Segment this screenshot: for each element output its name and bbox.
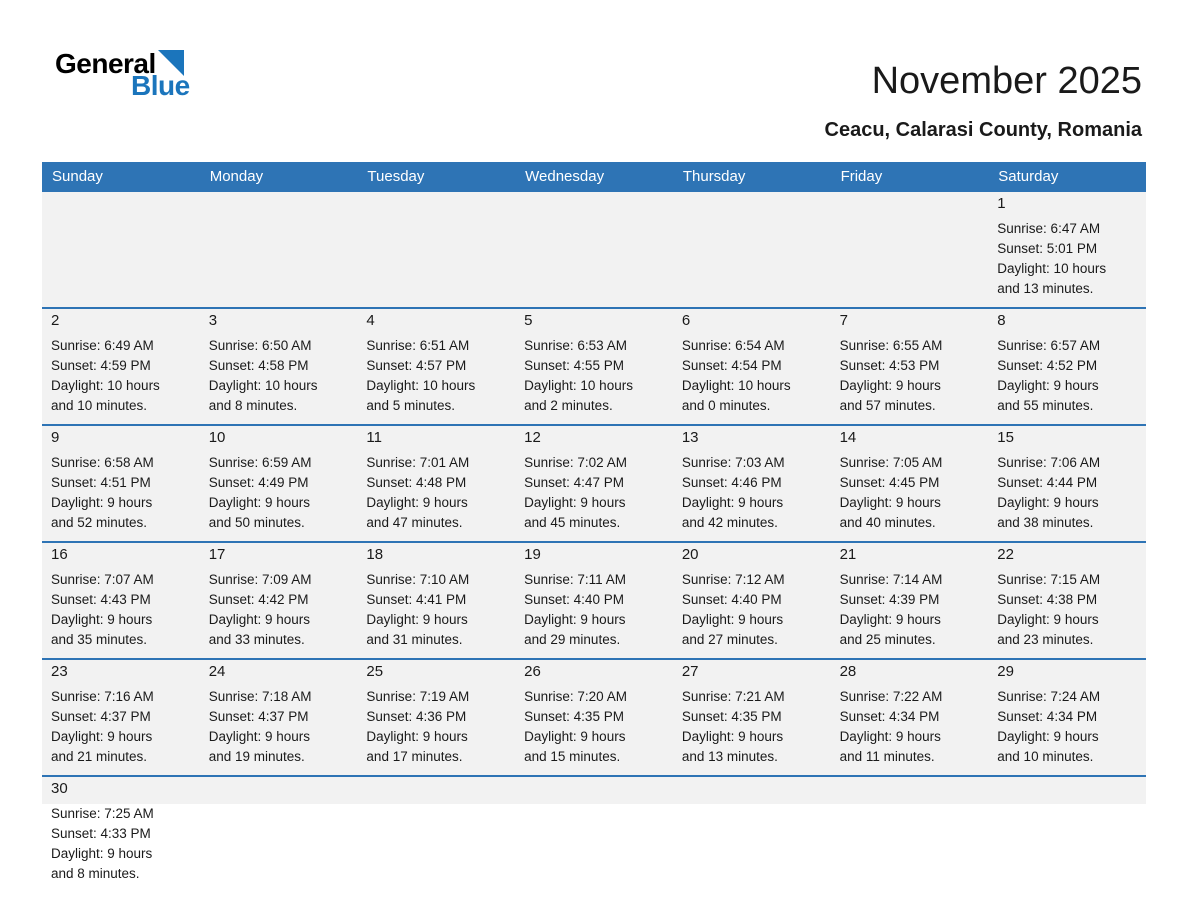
cell-text: and 2 minutes. bbox=[524, 398, 613, 413]
cell-text: Sunset: 4:49 PM bbox=[208, 475, 309, 490]
cell-text: Sunset: 4:34 PM bbox=[839, 709, 940, 724]
empty-cell bbox=[988, 777, 1146, 892]
cell-text: Daylight: 9 hours bbox=[997, 729, 1099, 744]
empty-cell bbox=[831, 777, 989, 892]
day-number: 10 bbox=[208, 429, 226, 446]
cell-text: Sunset: 4:40 PM bbox=[681, 592, 782, 607]
cell-text: and 35 minutes. bbox=[51, 632, 148, 647]
day-cell-5 bbox=[515, 309, 673, 424]
cell-text: Sunrise: 6:57 AM bbox=[997, 338, 1101, 353]
cell-text: and 38 minutes. bbox=[997, 515, 1094, 530]
cell-text: Sunset: 4:43 PM bbox=[51, 592, 151, 607]
cell-text: Sunset: 4:45 PM bbox=[839, 475, 940, 490]
cell-text: and 23 minutes. bbox=[997, 632, 1094, 647]
day-number: 2 bbox=[51, 312, 60, 329]
cell-text: and 8 minutes. bbox=[51, 866, 140, 881]
cell-text: Sunset: 4:36 PM bbox=[366, 709, 467, 724]
cell-text: Sunset: 4:46 PM bbox=[681, 475, 782, 490]
empty-cell bbox=[515, 192, 673, 307]
day-cell-6 bbox=[673, 309, 831, 424]
cell-text: Sunset: 4:42 PM bbox=[208, 592, 309, 607]
day-number: 22 bbox=[997, 546, 1014, 563]
cell-text: Sunrise: 7:16 AM bbox=[51, 689, 154, 704]
day-number: 28 bbox=[839, 663, 857, 680]
cell-text: Sunrise: 7:15 AM bbox=[997, 572, 1101, 587]
empty-cell bbox=[831, 192, 989, 307]
day-cell-3 bbox=[200, 309, 358, 424]
day-number: 23 bbox=[51, 663, 68, 680]
cell-text: Sunset: 4:39 PM bbox=[839, 592, 940, 607]
weekday-header-saturday: Saturday bbox=[998, 168, 1059, 185]
cell-text: and 19 minutes. bbox=[208, 749, 305, 764]
day-number: 30 bbox=[51, 780, 68, 797]
day-cell-7 bbox=[831, 309, 989, 424]
cell-text: Sunset: 4:44 PM bbox=[997, 475, 1098, 490]
cell-text: Sunset: 4:41 PM bbox=[366, 592, 467, 607]
logo-text-blue: Blue bbox=[131, 70, 190, 101]
empty-cell bbox=[357, 777, 515, 892]
cell-text: Sunrise: 6:54 AM bbox=[681, 338, 785, 353]
cell-text: Sunrise: 7:22 AM bbox=[839, 689, 943, 704]
day-number: 24 bbox=[208, 663, 226, 680]
day-number: 19 bbox=[524, 546, 541, 563]
cell-text: Sunset: 4:55 PM bbox=[524, 358, 624, 373]
cell-text: Daylight: 9 hours bbox=[366, 729, 468, 744]
cell-text: and 45 minutes. bbox=[524, 515, 621, 530]
cell-text: Sunrise: 7:07 AM bbox=[51, 572, 154, 587]
cell-text: and 40 minutes. bbox=[839, 515, 936, 530]
day-number: 3 bbox=[208, 312, 218, 329]
cell-text: and 57 minutes. bbox=[839, 398, 936, 413]
day-cell-27 bbox=[673, 660, 831, 775]
cell-text: Sunrise: 6:47 AM bbox=[997, 221, 1101, 236]
day-number: 16 bbox=[51, 546, 68, 563]
page-subtitle: Ceacu, Calarasi County, Romania bbox=[824, 119, 1142, 141]
cell-text: Sunrise: 6:55 AM bbox=[839, 338, 943, 353]
cell-text: and 15 minutes. bbox=[524, 749, 621, 764]
day-cell-17 bbox=[200, 543, 358, 658]
empty-cell bbox=[515, 777, 673, 892]
day-cell-9 bbox=[42, 426, 200, 541]
day-cell-28 bbox=[831, 660, 989, 775]
cell-text: Daylight: 9 hours bbox=[524, 612, 626, 627]
day-number: 1 bbox=[997, 195, 1006, 212]
cell-text: Daylight: 9 hours bbox=[208, 612, 311, 627]
cell-text: Sunrise: 7:25 AM bbox=[51, 806, 154, 821]
cell-text: Daylight: 9 hours bbox=[524, 495, 626, 510]
cell-text: Sunset: 4:37 PM bbox=[208, 709, 309, 724]
cell-text: Daylight: 9 hours bbox=[839, 495, 941, 510]
day-cell-13 bbox=[673, 426, 831, 541]
cell-text: Sunset: 4:35 PM bbox=[524, 709, 624, 724]
cell-text: Sunset: 4:48 PM bbox=[366, 475, 467, 490]
day-number: 21 bbox=[839, 546, 857, 563]
day-cell-16 bbox=[42, 543, 200, 658]
cell-text: and 13 minutes. bbox=[997, 281, 1094, 296]
cell-text: Sunset: 4:58 PM bbox=[208, 358, 309, 373]
cell-text: Daylight: 10 hours bbox=[208, 378, 318, 393]
cell-text: Sunset: 4:38 PM bbox=[997, 592, 1098, 607]
cell-text: and 33 minutes. bbox=[208, 632, 305, 647]
cell-text: Daylight: 10 hours bbox=[524, 378, 633, 393]
cell-text: Daylight: 9 hours bbox=[51, 729, 153, 744]
weekday-header-monday: Monday bbox=[209, 168, 264, 185]
cell-text: Sunrise: 7:18 AM bbox=[208, 689, 312, 704]
day-number: 12 bbox=[524, 429, 541, 446]
week-row-5 bbox=[42, 658, 1146, 775]
cell-text: Sunrise: 6:50 AM bbox=[208, 338, 312, 353]
cell-text: Sunset: 4:35 PM bbox=[681, 709, 782, 724]
cell-text: Sunrise: 6:53 AM bbox=[524, 338, 627, 353]
week-row-1 bbox=[42, 192, 1146, 307]
weekday-header-sunday: Sunday bbox=[52, 168, 103, 185]
weekday-header-thursday: Thursday bbox=[682, 168, 746, 185]
day-cell-8 bbox=[988, 309, 1146, 424]
calendar bbox=[42, 162, 1146, 892]
cell-text: Daylight: 9 hours bbox=[208, 495, 311, 510]
cell-text: and 47 minutes. bbox=[366, 515, 463, 530]
cell-text: Sunset: 4:34 PM bbox=[997, 709, 1098, 724]
cell-text: Sunrise: 6:58 AM bbox=[51, 455, 154, 470]
day-number: 18 bbox=[366, 546, 384, 563]
day-number: 6 bbox=[681, 312, 691, 329]
cell-text: Daylight: 10 hours bbox=[366, 378, 476, 393]
cell-text: Sunrise: 7:02 AM bbox=[524, 455, 627, 470]
cell-text: and 11 minutes. bbox=[839, 749, 935, 764]
cell-text: Daylight: 10 hours bbox=[997, 261, 1107, 276]
cell-text: Sunrise: 7:20 AM bbox=[524, 689, 627, 704]
cell-text: Sunset: 5:01 PM bbox=[997, 241, 1098, 256]
cell-text: Daylight: 9 hours bbox=[681, 612, 784, 627]
cell-text: Daylight: 10 hours bbox=[681, 378, 791, 393]
cell-text: Sunrise: 7:11 AM bbox=[524, 572, 626, 587]
cell-text: Daylight: 9 hours bbox=[51, 846, 153, 861]
cell-text: Sunrise: 6:59 AM bbox=[208, 455, 312, 470]
day-cell-24 bbox=[200, 660, 358, 775]
weekday-header-row bbox=[42, 162, 1146, 192]
cell-text: Daylight: 9 hours bbox=[839, 612, 941, 627]
day-cell-26 bbox=[515, 660, 673, 775]
day-cell-25 bbox=[357, 660, 515, 775]
logo-text-general: General bbox=[55, 48, 156, 79]
cell-text: Sunset: 4:47 PM bbox=[524, 475, 624, 490]
cell-text: and 17 minutes. bbox=[366, 749, 463, 764]
cell-text: and 0 minutes. bbox=[681, 398, 771, 413]
day-number: 14 bbox=[839, 429, 857, 446]
page-header bbox=[0, 0, 1188, 142]
cell-text: and 5 minutes. bbox=[366, 398, 455, 413]
week-row-3 bbox=[42, 424, 1146, 541]
day-cell-20 bbox=[673, 543, 831, 658]
cell-text: Sunset: 4:40 PM bbox=[524, 592, 624, 607]
calendar-body bbox=[42, 192, 1146, 892]
day-number: 15 bbox=[997, 429, 1014, 446]
day-number: 4 bbox=[366, 312, 375, 329]
day-cell-2 bbox=[42, 309, 200, 424]
cell-text: Sunrise: 7:06 AM bbox=[997, 455, 1101, 470]
cell-text: Daylight: 9 hours bbox=[366, 612, 468, 627]
weekday-header-wednesday: Wednesday bbox=[525, 168, 605, 185]
cell-text: Sunrise: 7:05 AM bbox=[839, 455, 943, 470]
empty-cell bbox=[673, 777, 831, 892]
cell-text: Sunrise: 7:19 AM bbox=[366, 689, 470, 704]
day-cell-18 bbox=[357, 543, 515, 658]
day-cell-11 bbox=[357, 426, 515, 541]
day-number: 9 bbox=[51, 429, 60, 446]
cell-text: Sunrise: 7:14 AM bbox=[839, 572, 943, 587]
empty-cell bbox=[673, 192, 831, 307]
cell-text: Sunrise: 6:51 AM bbox=[366, 338, 470, 353]
day-cell-30 bbox=[42, 777, 200, 892]
day-cell-21 bbox=[831, 543, 989, 658]
day-cell-1 bbox=[988, 192, 1146, 307]
cell-text: Daylight: 9 hours bbox=[366, 495, 468, 510]
day-cell-15 bbox=[988, 426, 1146, 541]
cell-text: and 27 minutes. bbox=[681, 632, 778, 647]
cell-text: and 10 minutes. bbox=[51, 398, 148, 413]
day-number: 29 bbox=[997, 663, 1014, 680]
cell-text: Sunset: 4:37 PM bbox=[51, 709, 151, 724]
day-cell-10 bbox=[200, 426, 358, 541]
cell-text: Daylight: 9 hours bbox=[997, 495, 1099, 510]
empty-cell bbox=[200, 192, 358, 307]
cell-text: Sunset: 4:51 PM bbox=[51, 475, 151, 490]
day-cell-12 bbox=[515, 426, 673, 541]
day-cell-19 bbox=[515, 543, 673, 658]
cell-text: Sunset: 4:57 PM bbox=[366, 358, 467, 373]
day-number: 17 bbox=[208, 546, 226, 563]
day-number: 5 bbox=[524, 312, 533, 329]
cell-text: Daylight: 9 hours bbox=[681, 495, 784, 510]
cell-text: Sunrise: 6:49 AM bbox=[51, 338, 154, 353]
day-number: 27 bbox=[681, 663, 699, 680]
day-cell-29 bbox=[988, 660, 1146, 775]
cell-text: and 52 minutes. bbox=[51, 515, 148, 530]
cell-text: Sunrise: 7:09 AM bbox=[208, 572, 312, 587]
day-cell-14 bbox=[831, 426, 989, 541]
cell-text: Daylight: 9 hours bbox=[839, 729, 941, 744]
cell-text: and 42 minutes. bbox=[681, 515, 778, 530]
cell-text: Sunset: 4:52 PM bbox=[997, 358, 1098, 373]
cell-text: Sunrise: 7:24 AM bbox=[997, 689, 1101, 704]
weekday-header-tuesday: Tuesday bbox=[367, 168, 425, 185]
cell-text: Daylight: 9 hours bbox=[839, 378, 941, 393]
day-number: 20 bbox=[681, 546, 699, 563]
empty-cell bbox=[357, 192, 515, 307]
cell-text: Sunset: 4:53 PM bbox=[839, 358, 940, 373]
day-cell-23 bbox=[42, 660, 200, 775]
cell-text: Daylight: 9 hours bbox=[997, 378, 1099, 393]
cell-text: Daylight: 9 hours bbox=[524, 729, 626, 744]
week-row-2 bbox=[42, 307, 1146, 424]
cell-text: Daylight: 9 hours bbox=[208, 729, 311, 744]
cell-text: Daylight: 9 hours bbox=[681, 729, 784, 744]
cell-text: and 8 minutes. bbox=[208, 398, 298, 413]
day-cell-4 bbox=[357, 309, 515, 424]
day-number: 25 bbox=[366, 663, 384, 680]
week-row-4 bbox=[42, 541, 1146, 658]
cell-text: and 21 minutes. bbox=[51, 749, 148, 764]
weekday-header-friday: Friday bbox=[840, 168, 883, 185]
cell-text: Daylight: 9 hours bbox=[51, 495, 153, 510]
cell-text: and 10 minutes. bbox=[997, 749, 1094, 764]
cell-text: Daylight: 10 hours bbox=[51, 378, 160, 393]
cell-text: and 55 minutes. bbox=[997, 398, 1094, 413]
cell-text: Sunset: 4:54 PM bbox=[681, 358, 782, 373]
day-cell-22 bbox=[988, 543, 1146, 658]
cell-text: Sunset: 4:59 PM bbox=[51, 358, 151, 373]
cell-text: Sunset: 4:33 PM bbox=[51, 826, 151, 841]
cell-text: Daylight: 9 hours bbox=[997, 612, 1099, 627]
empty-cell bbox=[42, 192, 200, 307]
cell-text: Sunrise: 7:10 AM bbox=[366, 572, 470, 587]
cell-text: Daylight: 9 hours bbox=[51, 612, 153, 627]
empty-cell bbox=[200, 777, 358, 892]
week-row-6 bbox=[42, 775, 1146, 892]
page-title: November 2025 bbox=[871, 60, 1142, 102]
cell-text: and 25 minutes. bbox=[839, 632, 936, 647]
cell-text: and 50 minutes. bbox=[208, 515, 305, 530]
cell-text: and 13 minutes. bbox=[681, 749, 778, 764]
day-number: 8 bbox=[997, 312, 1006, 329]
cell-text: and 31 minutes. bbox=[366, 632, 463, 647]
cell-text: Sunrise: 7:21 AM bbox=[681, 689, 785, 704]
day-number: 11 bbox=[366, 429, 382, 446]
cell-text: and 29 minutes. bbox=[524, 632, 621, 647]
cell-text: Sunrise: 7:12 AM bbox=[681, 572, 785, 587]
day-number: 26 bbox=[524, 663, 541, 680]
cell-text: Sunrise: 7:01 AM bbox=[366, 455, 470, 470]
title-block bbox=[825, 50, 1143, 142]
day-number: 7 bbox=[839, 312, 848, 329]
day-number: 13 bbox=[681, 429, 699, 446]
general-blue-logo bbox=[55, 50, 190, 100]
cell-text: Sunrise: 7:03 AM bbox=[681, 455, 785, 470]
